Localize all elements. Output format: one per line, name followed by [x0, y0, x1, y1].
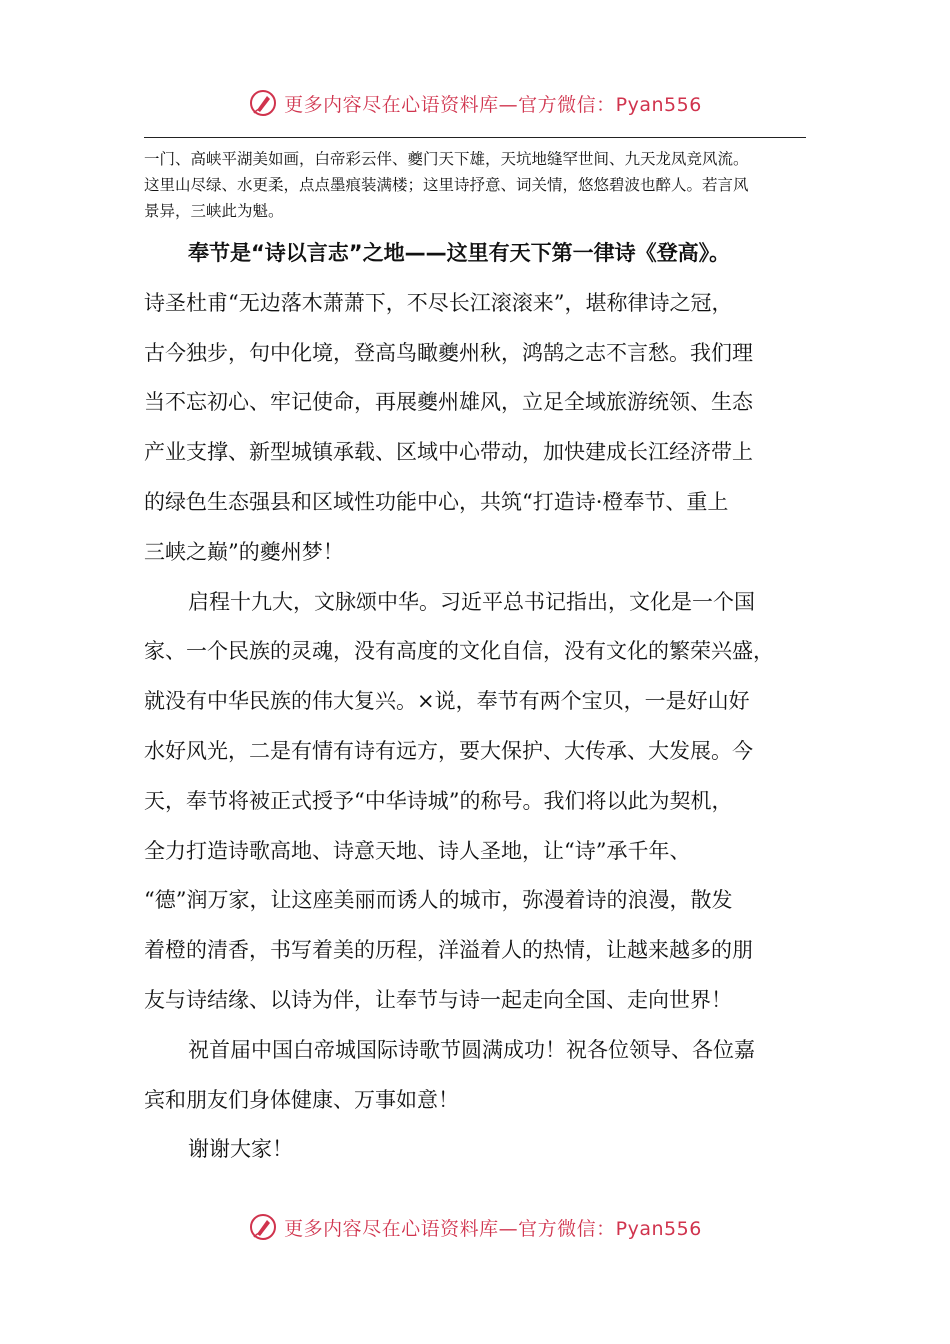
closing-line: 谢谢大家！ [188, 1137, 293, 1162]
paragraph-line: 三峡之巅”的夔州梦！ [144, 539, 344, 564]
paragraph-line: 天，奉节将被正式授予“中华诗城”的称号。我们将以此为契机， [144, 788, 733, 813]
watermark-text: 更多内容尽在心语资料库—官方微信：Pyan556 [284, 93, 702, 116]
paragraph-line: “德”润万家，让这座美丽而诱人的城市，弥漫着诗的浪漫，散发 [144, 888, 733, 913]
pen-nib-logo-icon [248, 1212, 278, 1242]
paragraph-line: 产业支撑、新型城镇承载、区域中心带动，加快建成长江经济带上 [144, 440, 753, 465]
speech-body [144, 229, 816, 1175]
paragraph-line: 诗圣杜甫“无边落木萧萧下，不尽长江滚滚来”，堪称律诗之冠， [144, 290, 733, 315]
paragraph-line: 家、一个民族的灵魂，没有高度的文化自信，没有文化的繁荣兴盛， [144, 639, 774, 664]
paragraph-line: 就没有中华民族的伟大复兴。×说，奉节有两个宝贝，一是好山好 [144, 689, 750, 714]
pen-nib-logo-icon [248, 88, 278, 118]
continued-line: 景异，三峡此为魁。 [144, 202, 284, 220]
header-watermark [0, 88, 950, 118]
continued-paragraph [144, 146, 814, 224]
paragraph-line: 着橙的清香，书写着美的历程，洋溢着人的热情，让越来越多的朋 [144, 938, 753, 963]
paragraph-line: 友与诗结缘、以诗为伴，让奉节与诗一起走向全国、走向世界！ [144, 987, 732, 1012]
paragraph-line: 宾和朋友们身体健康、万事如意！ [144, 1087, 459, 1112]
continued-line: 这里山尽绿、水更柔，点点墨痕装满楼；这里诗抒意、词关情，悠悠碧波也醉人。若言风 [144, 176, 749, 194]
continued-line: 一门、高峡平湖美如画，白帝彩云伴、夔门天下雄，天坑地缝罕世间、九天龙凤竞风流。 [144, 150, 749, 168]
paragraph-heading-line: 奉节是“诗以言志”之地——这里有天下第一律诗《登高》。 [188, 241, 731, 265]
header-divider [144, 137, 806, 138]
paragraph-line: 全力打造诗歌高地、诗意天地、诗人圣地，让“诗”承千年、 [144, 838, 691, 863]
paragraph-line: 当不忘初心、牢记使命，再展夔州雄风，立足全域旅游统领、生态 [144, 390, 753, 415]
paragraph-line: 古今独步，句中化境，登高鸟瞰夔州秋，鸿鹄之志不言愁。我们理 [144, 340, 753, 365]
paragraph-line: 祝首届中国白帝城国际诗歌节圆满成功！祝各位领导、各位嘉 [188, 1037, 755, 1062]
watermark-text: 更多内容尽在心语资料库—官方微信：Pyan556 [284, 1217, 702, 1240]
paragraph-line: 的绿色生态强县和区域性功能中心，共筑“打造诗·橙奉节、重上 [144, 489, 729, 514]
paragraph-line: 水好风光，二是有情有诗有远方，要大保护、大传承、大发展。今 [144, 738, 753, 763]
paragraph-line: 启程十九大，文脉颂中华。习近平总书记指出，文化是一个国 [188, 589, 755, 614]
footer-watermark [0, 1212, 950, 1242]
